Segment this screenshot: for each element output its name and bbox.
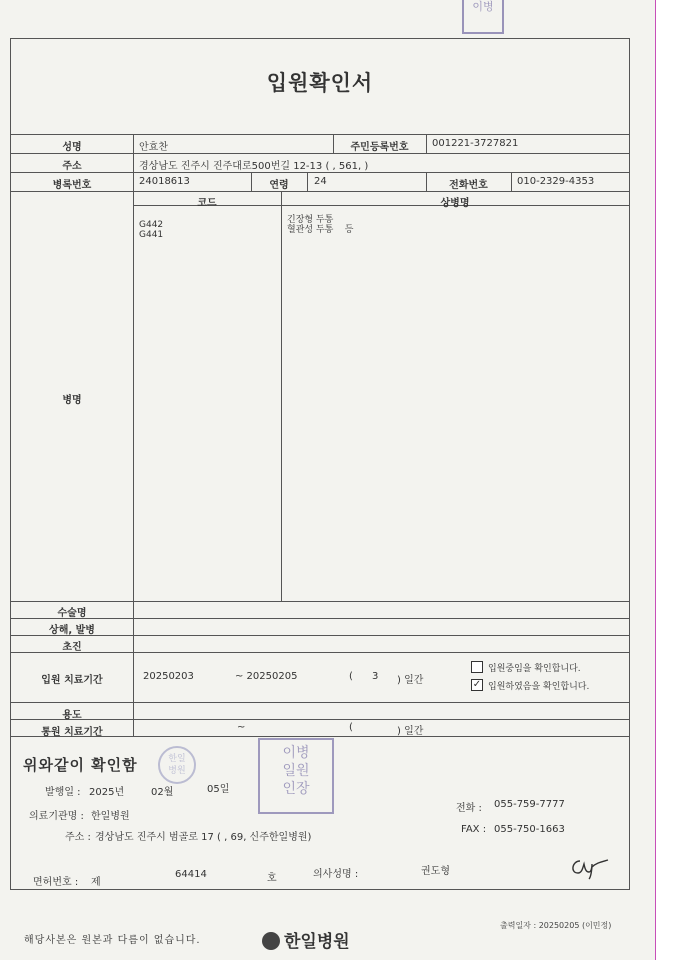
- hospital-logo-text: 한일병원: [284, 932, 350, 952]
- document-title: 입원확인서: [266, 71, 374, 95]
- outpatient-close-paren: ) 일간: [397, 726, 424, 737]
- patient-rrn: 001221-3727821: [432, 138, 519, 149]
- patient-age: 24: [314, 176, 327, 187]
- line: [307, 172, 308, 191]
- patient-name: 안효찬: [139, 142, 168, 153]
- admission-open-paren: (: [349, 671, 353, 682]
- name-label: 성명: [62, 142, 82, 153]
- admission-end: ~ 20250205: [235, 671, 298, 682]
- surgery-label: 수술명: [57, 608, 87, 619]
- diagnosis-code: G441: [139, 230, 164, 240]
- confirm-statement: 위와같이 확인함: [23, 756, 138, 774]
- diagnosis-label: 병명: [62, 395, 82, 406]
- disease-name-header: 상병명: [440, 198, 470, 209]
- print-date: 출력일자 : 20250205 (이민정): [500, 921, 612, 930]
- line: [511, 172, 512, 191]
- institution-name: 한일병원: [91, 811, 130, 822]
- fax-number: 055-750-1663: [494, 824, 565, 835]
- code-header: 코드: [197, 198, 217, 209]
- round-seal-line: 한일: [168, 754, 186, 764]
- tel-label: 전화 :: [456, 803, 482, 814]
- outpatient-tilde: ~: [237, 722, 246, 733]
- license-suffix: 호: [267, 873, 277, 884]
- in-hospital-text: 입원중임을 확인합니다.: [488, 664, 581, 674]
- seal-line: 일원: [282, 763, 310, 779]
- top-stamp: [462, 0, 504, 34]
- copy-note: 해당사본은 원본과 다름이 없습니다.: [24, 935, 201, 946]
- diagnosis-code: G442: [139, 220, 164, 230]
- institution-address: 경상남도 진주시 범골로 17 ( , 69, 신주한일병원): [95, 832, 312, 843]
- license-label: 면허번호 :: [33, 877, 79, 888]
- tel-number: 055-759-7777: [494, 799, 565, 810]
- admission-start: 20250203: [143, 671, 194, 682]
- admission-days: 3: [372, 671, 379, 682]
- line: [11, 601, 629, 602]
- patient-phone: 010-2329-4353: [517, 176, 595, 187]
- doctor-label: 의사성명 :: [313, 869, 359, 880]
- doctor-name: 권도형: [421, 866, 450, 877]
- phone-label: 전화번호: [449, 180, 488, 191]
- hospital-logo-icon: [262, 932, 280, 950]
- line: [11, 702, 629, 703]
- line: [133, 134, 134, 736]
- disease-name: 혈관성 두통 등: [287, 225, 354, 235]
- top-stamp-text: 이병: [472, 0, 494, 13]
- disease-name: 긴장형 두통: [287, 215, 334, 225]
- patient-address: 경상남도 진주시 진주대로500번길 12-13 ( , 561, ): [139, 161, 369, 172]
- admitted-text: 입원하였음을 확인합니다.: [488, 682, 590, 692]
- page-right-edge: [655, 0, 677, 960]
- institution-address-label: 주소 :: [65, 832, 91, 843]
- outpatient-period-label: 통원 치료기간: [41, 727, 103, 738]
- outpatient-open-paren: (: [349, 722, 353, 733]
- chart-no: 24018613: [139, 176, 190, 187]
- hospital-logo: [262, 927, 350, 952]
- purpose-label: 용도: [62, 710, 82, 721]
- code-list: [139, 220, 163, 240]
- admitted-checkbox[interactable]: ✓: [472, 679, 482, 690]
- age-label: 연령: [269, 180, 289, 191]
- issue-year: 2025년: [89, 787, 125, 798]
- round-seal-stamp: [158, 746, 196, 784]
- in-hospital-checkbox[interactable]: [471, 661, 483, 673]
- chart-no-label: 병록번호: [52, 180, 92, 191]
- issue-day: 05일: [207, 784, 230, 795]
- seal-line: 이병: [282, 745, 310, 761]
- disease-list: [287, 215, 353, 235]
- license-prefix: 제: [91, 877, 101, 888]
- address-label: 주소: [62, 161, 82, 172]
- admission-period-label: 입원 치료기간: [41, 675, 103, 686]
- line: [426, 134, 427, 153]
- hospital-seal-stamp: [258, 738, 334, 814]
- injury-label: 상해, 발병: [49, 625, 95, 636]
- line: [281, 191, 282, 601]
- line: [11, 191, 629, 192]
- first-visit-label: 초진: [62, 642, 82, 653]
- round-seal-line: 병원: [168, 766, 186, 776]
- admission-close-paren: ) 일간: [397, 675, 424, 686]
- rrn-label: 주민등록번호: [350, 142, 409, 153]
- line: [11, 172, 629, 173]
- issue-date-label: 발행일 :: [45, 787, 81, 798]
- doctor-signature: [568, 855, 610, 881]
- fax-label: FAX :: [461, 824, 487, 835]
- issue-month: 02월: [151, 787, 174, 798]
- license-number: 64414: [175, 869, 207, 880]
- line: [11, 153, 629, 154]
- seal-line: 인장: [282, 781, 310, 797]
- line: [11, 134, 629, 135]
- institution-label: 의료기관명 :: [29, 811, 84, 822]
